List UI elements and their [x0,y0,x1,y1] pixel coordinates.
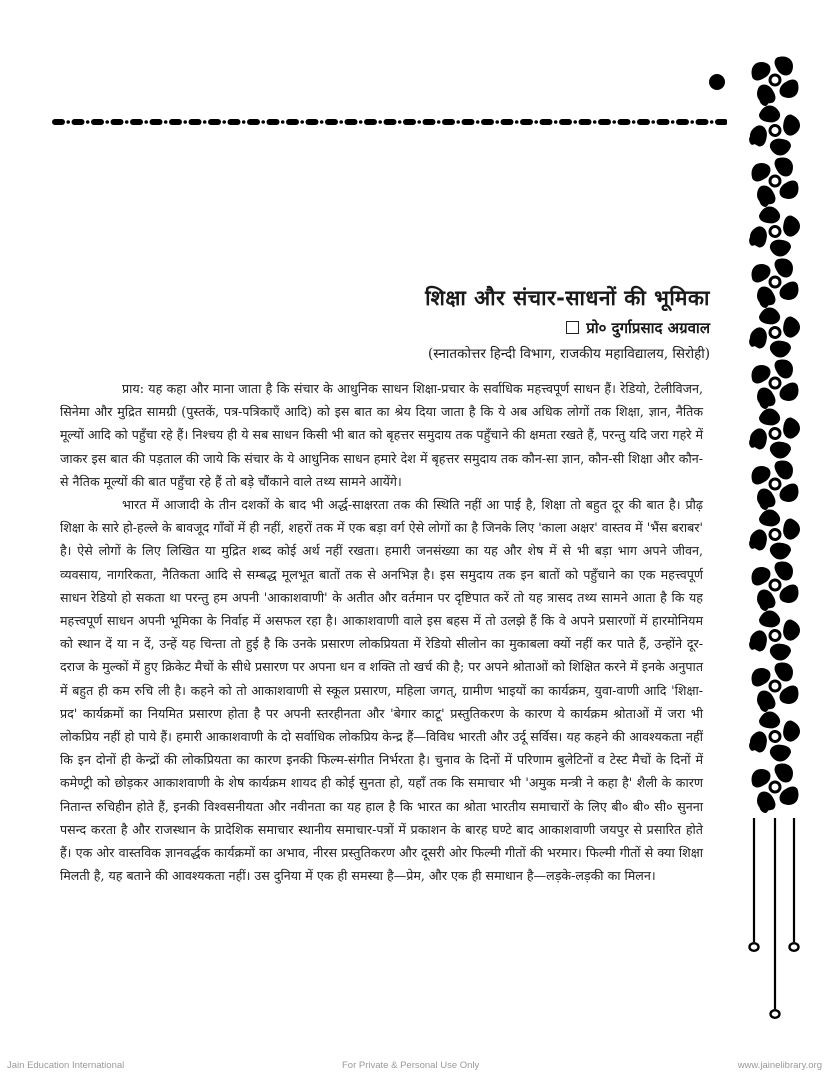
dash-dot-rule-icon [52,116,727,128]
paisley-border-icon [745,55,805,1030]
author-name: प्रो० दुर्गाप्रसाद अग्रवाल [586,319,710,337]
author-affiliation: (स्नातकोत्तर हिन्दी विभाग, राजकीय महाविद्यालय, सिरोही) [428,346,710,362]
footer-publisher: Jain Education International [7,1060,125,1071]
article-body [60,377,703,887]
footer-usage-note: For Private & Personal Use Only [342,1060,480,1071]
checkbox-square-icon [566,321,579,334]
page-footer [0,1060,828,1078]
author-line [300,317,710,339]
footer-website[interactable]: www.jainelibrary.org [737,1060,822,1071]
paragraph-1: प्राय: यह कहा और माना जाता है कि संचार के आधुनिक साधन शिक्षा-प्रचार के सर्वाधिक महत्त्वपूर्ण साधन हैं। रेडियो, टेलीविजन, सिनेमा और मुद्रित सामग्री (पुस्तकें, पत्र-पत्रिकाएँ आदि) को इस बात का श्रेय दिया जाता है कि ये अब अधिक लोगों तक शिक्षा, ज्ञान, नैतिक मूल्यों आदि को पहुँचा रहे हैं। निश्चय ही ये सब साधन किसी भी बात को बृहत्तर समुदाय तक पहुँचाने की क्षमता रखते हैं, परन्तु यदि जरा गहरे में जाकर इस बात की पड़ताल की जाये कि संचार के ये आधुनिक साधन हमारे देश में बृहत्तर समुदाय तक कौन-सा ज्ञान, कौन-सी शिक्षा और कौन-से नैतिक मूल्यों की बात पहुँचा रहे हैं तो बड़े चौंकाने वाले तथ्य सामने आयेंगे। [60,381,703,489]
paragraph-2: भारत में आजादी के तीन दशकों के बाद भी अर्द्ध-साक्षरता तक की स्थिति नहीं आ पाई है, शिक्षा तो बहुत दूर की बात है। प्रौढ़ शिक्षा के सारे हो-हल्ले के बावजूद गाँवों में ही नहीं, शहरों तक में एक बड़ा वर्ग ऐसे लोगों का है जिनके लिए 'काला अक्षर' वास्तव में 'भैंस बराबर' है। ऐसे लोगों के लिए लिखित या मुद्रित शब्द कोई अर्थ नहीं रखता। हमारी जनसंख्या का यह और शेष में से भी बड़ा भाग अपने जीवन, व्यवसाय, नागरिकता, नैतिकता आदि से सम्बद्ध मूलभूत बातों तक से अनभिज्ञ है। इस समुदाय तक इन बातों को पहुँचाने का एक महत्त्वपूर्ण साधन रेडियो हो सकता था परन्तु हम अपनी 'आकाशवाणी' के अतीत और वर्तमान पर दृष्टिपात करें तो यह त्रासद तथ्य सामने आता है कि यह महत्त्वपूर्ण साधन अपनी भूमिका के निर्वाह में असफल रहा है। आकाशवाणी वाले इस बहस में तो उलझे हैं कि वे अपने प्रसारणों में हारमोनियम को स्थान दें या न दें, उन्हें यह चिन्ता तो हुई है कि उनके प्रसारण लोकप्रियता में रेडियो सीलोन का मुकाबला क्यों नहीं कर पाते हैं, उन्होंने दूर-दराज के मुल्कों में हुए क्रिकेट मैचों के सीधे प्रसारण पर अपना धन व शक्ति तो खर्च की है; पर अपने श्रोताओं को शिक्षित करने में इनके अनुपात में बहुत ही कम रुचि ली है। कहने को तो आकाशवाणी से स्कूल प्रसारण, महिला जगत्, ग्रामीण भाइयों का कार्यक्रम, युवा-वाणी आदि 'शिक्षा-प्रद' कार्यक्रमों का नियमित प्रसारण होता है पर अपनी स्तरहीनता और 'बेगार काटू' प्रस्तुतिकरण के कारण ये कार्यक्रम श्रोताओं में जरा भी लोकप्रिय नहीं हो पाये हैं। हमारी आकाशवाणी के दो सर्वाधिक लोकप्रिय केन्द्र हैं—विविध भारती और उर्दू सर्विस। यह कहने की आवश्यकता नहीं कि इन दोनों ही केन्द्रों की लोकप्रियता का कारण इनकी फिल्म-संगीत निर्भरता है। चुनाव के दिनों में परिणाम बुलेटिनों व टेस्ट मैचों के दिनों में कमेण्ट्री को छोड़कर आकाशवाणी के शेष कार्यक्रम शायद ही कोई सुनता हो, यहाँ तक कि समाचार भी 'अमुक मन्त्री ने कहा है' शैली के कारण नितान्त रुचिहीन होते हैं, इनकी विश्वसनीयता और नवीनता का यह हाल है कि भारत का श्रोता भारतीय समाचारों के लिए बी० बी० सी० सुनना पसन्द करता है और राजस्थान के प्रादेशिक समाचार स्थानीय समाचार-पत्रों में प्रकाशन के बारह घण्टे बाद आकाशवाणी जयपुर से प्रसारित होते हैं। एक ओर वास्तविक ज्ञानवर्द्धक कार्यक्रमों का अभाव, नीरस प्रस्तुतिकरण और दूसरी ओर फिल्मी गीतों की भरमार। फिल्मी गीतों से क्या शिक्षा मिलती है, यह बताने की आवश्यकता नहीं। उस दुनिया में एक ही समस्या है—प्रेम, और एक ही समाधान है—लड़के-लड़की का मिलन। [60,497,704,884]
article-header [300,283,710,365]
ornament-dot-icon [709,74,725,90]
article-title: शिक्षा और संचार-साधनों की भूमिका [425,286,710,310]
